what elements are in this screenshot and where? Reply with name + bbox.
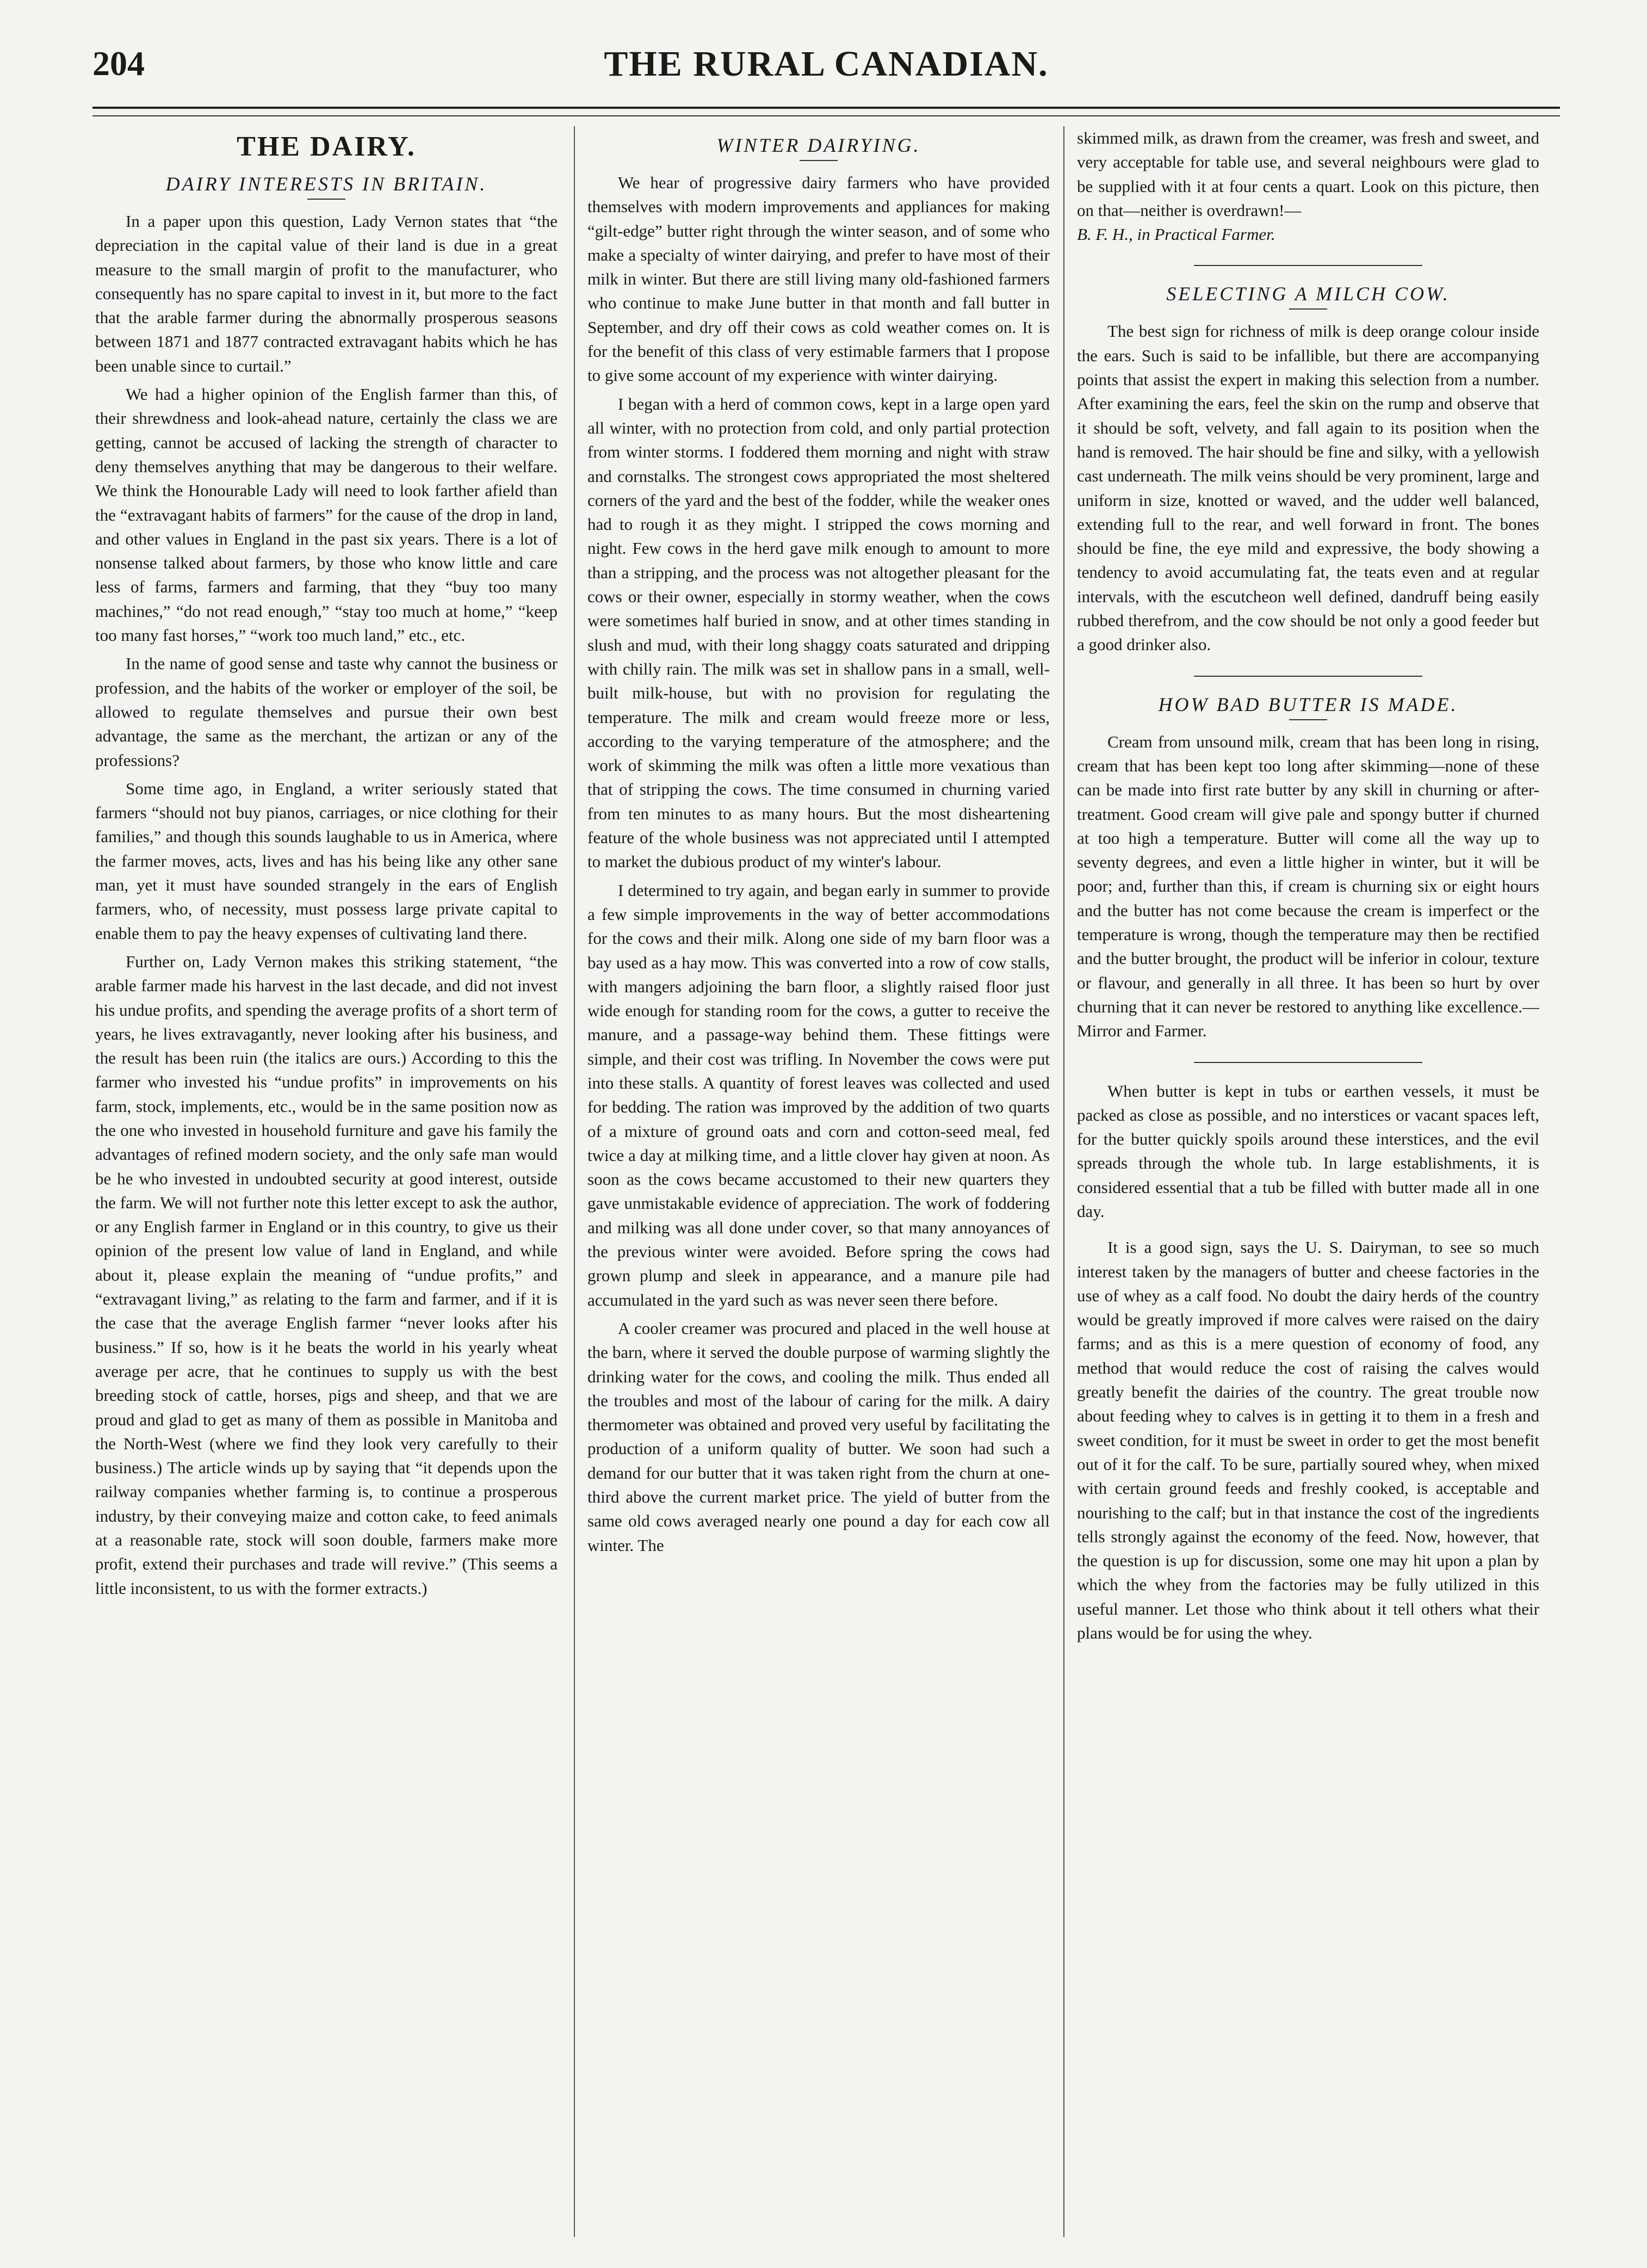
article-paragraph: We hear of progressive dairy farmers who have provided themselves with modern improvements and appliances for making “gilt-edge” butter right through the winter season, and of some who make a specialty of winter dairying, and prefer to have most of their milk in winter. But there are still living many old-fashioned farmers who continue to make June butter in that month and fall butter in September, and dry off their cows as cold weather comes on. It is for the benefit of this class of very estimable farmers that I propose to give some account of my experience with winter dairying. (587, 173, 1050, 385)
article-paragraph: Some time ago, in England, a writer seriously stated that farmers “should not buy pianos, carriages, or nice clothing for their families,” and though this sounds laughable to us in America, where the farmer moves, acts, lives and has his being like any other sane man, yet it must have sounded strangely in the ears of English farmers, who, of necessity, must possess large private capital to enable them to pay the heavy expenses of cultivating land there. (95, 778, 558, 943)
article-byline: B. F. H., in Practical Farmer. (1077, 225, 1276, 244)
article-title-selecting-cow: SELECTING A MILCH COW. (1166, 283, 1450, 305)
article-title-bad-butter: HOW BAD BUTTER IS MADE. (1158, 693, 1458, 715)
article-paragraph: I began with a herd of common cows, kept in a large open yard all winter, with no protection from cold, and only partial protection from winter storms. I foddered them morning and night with straw and cornstalks. The strongest cows appropriated the most sheltered corners of the yard and the best of the fodder, while the weaker ones had to rough it as they might. I stripped the cows morning and night. Few cows in the herd gave milk enough to amount to more than a stripping, and the process was not altogether pleasant for the cows or their owner, especially in stormy weather, when the cows were sometimes half buried in snow, and at other times standing in slush and mud, with their long shaggy coats saturated and dripping with chilly rain. The milk was set in shallow pans in a small, well-built milk-house, but with no provision for regulating the temperature. The milk and cream would freeze more or less, according to the varying temperature of the atmosphere; and the work of skimming the milk was often a little more vexatious than that of stripping the cows. The time consumed in churning varied from ten minutes to as many hours. But the most disheartening feature of the whole business was not appreciated until I attempted to market the dubious product of my winter's labour. (587, 394, 1050, 872)
section-separator (1194, 265, 1422, 266)
column-1 (95, 126, 558, 2237)
article-paragraph: Cream from unsound milk, cream that has been long in rising, cream that has been kept too long after skimming—none of these can be made into first rate butter by any skill in churning or after-treatment. Good cream will give pale and spongy butter if churned at too high a temperature. Butter will come all the way up to seventy degrees, and even a little higher in winter, but it will be poor; and, further than this, if cream is churning six or eight hours and the butter has not come because the cream is imperfect or the temperature is wrong, though the temperature may then be rectified and the butter brought, the product will be inferior in colour, texture or flavour, and generally in all three. It has been so hurt by over churning that it can never be restored to anything like excellence.—Mirror and Farmer. (1077, 732, 1539, 1041)
title-rule (1289, 719, 1327, 720)
article-paragraph: A cooler creamer was procured and placed in the well house at the barn, where it served the double purpose of warming slightly the drinking water for the cows, and cooling the milk. Thus ended all the troubles and most of the labour of caring for the milk. A dairy thermometer was obtained and proved very useful by facilitating the production of a uniform quality of butter. We soon had such a demand for our butter that it was taken right from the churn at one-third above the current market price. The yield of butter from the same old cows averaged nearly one pound a day for each cow all winter. The (587, 1318, 1050, 1555)
column-2 (587, 126, 1050, 2237)
title-rule (800, 160, 838, 161)
page-header (92, 44, 1560, 98)
title-rule (307, 199, 345, 200)
publication-title: THE RURAL CANADIAN. (604, 44, 1049, 84)
news-item: It is a good sign, says the U. S. Dairyman, to see so much interest taken by the managers of butter and cheese factories in the use of whey as a calf food. No doubt the dairy herds of the country would be greatly improved if more calves were raised on the dairy farms; and as this is a mere question of economy of food, any method that would reduce the cost of raising the calves would greatly benefit the dairies of the country. The great trouble now about feeding whey to calves is in getting it to them in a fresh and sweet condition, for it must be sweet in order to get the most benefit out of it for the calf. To be sure, partially soured whey, when mixed with certain ground feeds and freshly cooked, is acceptable and nourishing to the calf; but in that instance the cost of the ingredients tells strongly against the economy of the feed. Now, however, that the question is up for discussion, some one may hit upon a plan by which the whey from the factories may be fully utilized in this useful manner. Let those who think about it tell others what their plans would be for using the whey. (1077, 1238, 1539, 1643)
section-separator (1194, 1062, 1422, 1063)
title-rule (1289, 308, 1327, 310)
article-paragraph: In a paper upon this question, Lady Vernon states that “the depreciation in the capital value of their land is due in a great measure to the small margin of profit to the manufacturer, who consequently has no spare capital to invest in it, but more to the fact that the arable farmer during the abnormally prosperous seasons between 1871 and 1877 contracted extravagant habits which he has been unable since to curtail.” (95, 212, 558, 375)
page-number: 204 (92, 44, 145, 83)
article-title-dairy-interests: DAIRY INTERESTS IN BRITAIN. (165, 173, 487, 195)
article-paragraph: The best sign for richness of milk is deep orange colour inside the ears. Such is said to be infallible, but there are accompanying points that assist the expert in making this selection from a number. After examining the ears, feel the skin on the rump and observe that it should be soft, velvety, and fall again to its position when the hand is removed. The hair should be fine and silky, with a yellowish cast underneath. The milk veins should be very prominent, large and uniform in size, knotted or waved, and the udder well balanced, extending full to the rear, and well forward in front. The bones should be fine, the eye mild and expressive, the body showing a tendency to avoid accumulating fat, the teats even and at regular intervals, with the escutcheon well defined, dandruff being easily rubbed therefrom, and the cow should be not only a good feeder but a good drinker also. (1077, 322, 1539, 654)
article-paragraph: In the name of good sense and taste why cannot the business or profession, and the habits of the worker or employer of the soil, be allowed to regulate themselves and pursue their own best advantage, the same as the merchant, the artizan or any of the professions? (95, 654, 558, 770)
section-separator (1194, 676, 1422, 677)
news-item: When butter is kept in tubs or earthen vessels, it must be packed as close as possible, and no interstices or vacant spaces left, for the butter quickly spoils around these interstices, and the evil spreads through the whole tub. In large establishments, it is considered essential that a tub be filled with butter made all in one day. (1077, 1081, 1539, 1221)
article-paragraph: Further on, Lady Vernon makes this striking statement, “the arable farmer made his harvest in the last decade, and did not invest his undue profits, and spending the average profits of a short term of years, he lives extravagantly, never looking after his business, and the result has been ruin (the italics are ours.) According to this the farmer who invested his “undue profits” in improvements on his farm, stock, implements, etc., would be in the same position now as the one who invested in household furniture and gave his family the advantages of refined modern society, and the only safe man would be he who invested in undoubted security at good interest, outside the farm. We will not further note this letter except to ask the author, or any English farmer in England or in this country, to give us their opinion of the present low value of land in England, and while about it, please explain the meaning of “undue profits,” and “extravagant living,” as relating to the farm and farmer, and if it is the case that the average English farmer “never looks after his business.” If so, how is it he beats the world in his yearly wheat average per acre, that he continues to supply us with the best breeding stock of cattle, horses, pigs and sheep, and that we are proud and glad to get as many of them as possible in Manitoba and the North-West (where we find they look very carefully to their business.) The article winds up by saying that “it depends upon the railway companies whether farming is, to continue a prosperous industry, by their conveying maize and cotton cake, to feed animals at a reasonable rate, stock will soon double, farmers make more profit, extend their purchases and trade will revive.” (This seems a little inconsistent, to us with the former extracts.) (95, 951, 558, 1598)
column-3 (1077, 126, 1539, 2237)
column-divider (1063, 126, 1064, 2237)
article-paragraph: I determined to try again, and began early in summer to provide a few simple improvements in the way of better accommodations for the cows and their milk. Along one side of my barn floor was a bay used as a hay mow. This was converted into a row of cow stalls, with mangers adjoining the barn floor, a slightly raised floor just wide enough for standing room for the cows, a gutter to receive the manure, and a passage-way behind them. These fittings were simple, and their cost was trifling. In November the cows were put into these stalls. A quantity of forest leaves was collected and used for bedding. The ration was improved by the addition of two quarts of a mixture of ground oats and corn and cotton-seed meal, fed twice a day at milking time, and a little clover hay given at noon. As soon as the cows became accustomed to their new quarters they gave unmistakable evidence of appreciation. The work of foddering and milking was all done under cover, so that many annoyances of the previous winter were avoided. Before spring the cows had grown plump and sleek in appearance, and a manure pile had accumulated in the yard such as was never seen there before. (587, 880, 1050, 1309)
section-title-dairy: THE DAIRY. (237, 131, 416, 162)
header-rule (92, 107, 1560, 109)
article-title-winter-dairying: WINTER DAIRYING. (716, 134, 921, 156)
column-divider (574, 126, 575, 2237)
continued-paragraph: skimmed milk, as drawn from the creamer, was fresh and sweet, and very acceptable for table use, and several neighbours were glad to be supplied with it at four cents a quart. Look on this picture, then on that—neither is overdrawn!— (1077, 128, 1539, 220)
header-rule-thin (92, 115, 1560, 116)
article-paragraph: We had a higher opinion of the English farmer than this, of their shrewdness and look-ahead nature, certainly the class we are getting, cannot be accused of lacking the strength of character to deny themselves anything that may be dangerous to their welfare. We think the Honourable Lady will need to look farther afield than the “extravagant habits of farmers” for the cause of the drop in land, and other values in England in the past six years. There is a lot of nonsense talked about farmers, by those who know little and care less of farms, farmers and farming, that they “buy too many machines,” “do not read enough,” “stay too much at home,” “keep too many fast horses,” “work too much land,” etc., etc. (95, 385, 558, 645)
